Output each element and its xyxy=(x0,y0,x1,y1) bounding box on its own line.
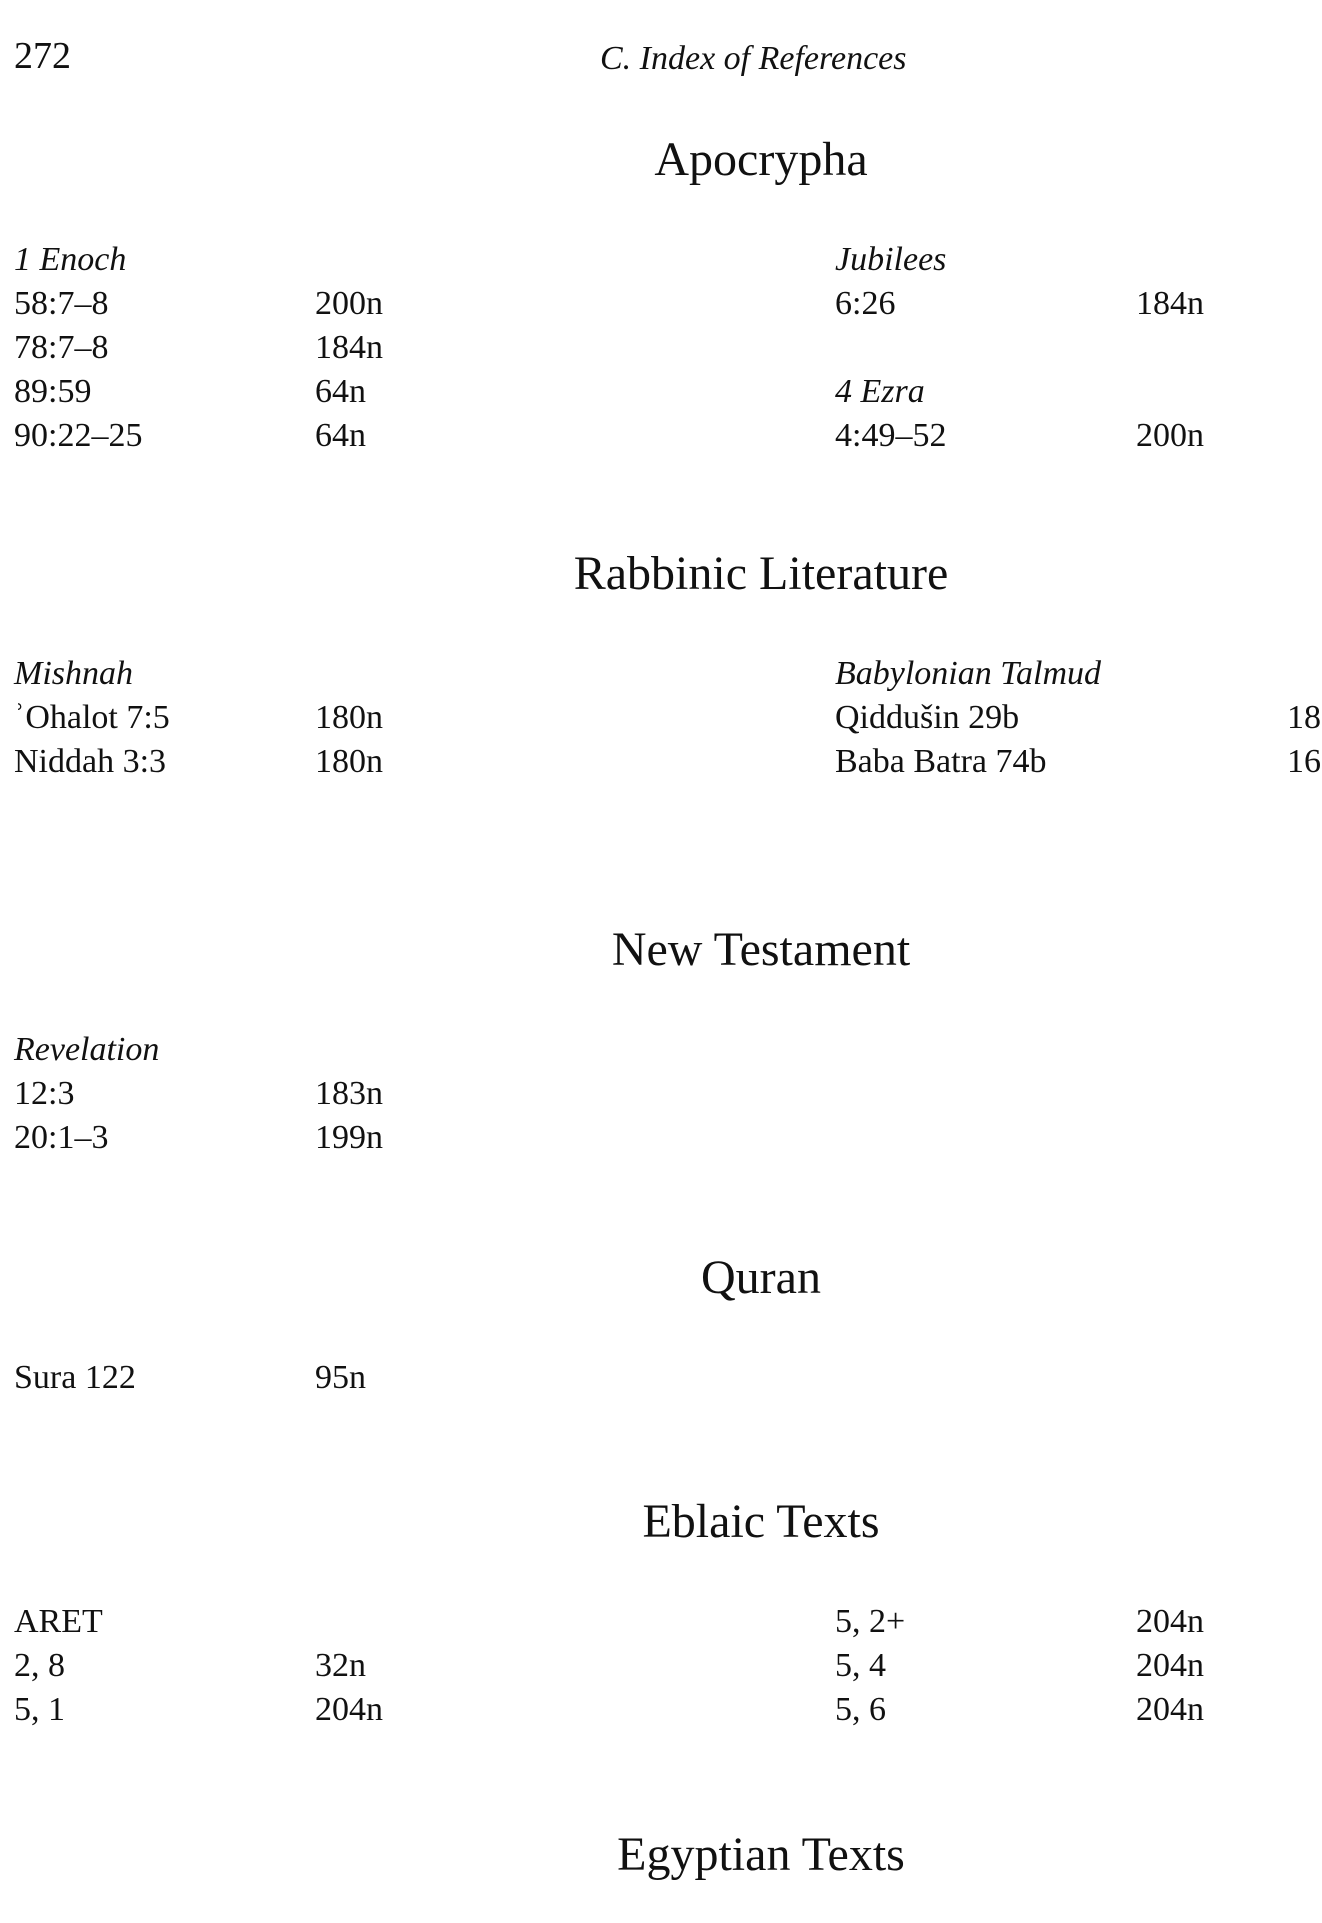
page-reference: 64n xyxy=(315,417,366,454)
page-reference: 180n xyxy=(315,743,383,780)
work-title-mishnah: Mishnah xyxy=(14,655,133,692)
page-reference: 16 xyxy=(1287,743,1321,780)
work-title-1-enoch: 1 Enoch xyxy=(14,241,127,278)
reference-entry: 5, 4 xyxy=(835,1647,886,1684)
work-title-revelation: Revelation xyxy=(14,1031,160,1068)
reference-entry: 6:26 xyxy=(835,285,896,322)
page-reference: 200n xyxy=(315,285,383,322)
page-reference: 200n xyxy=(1136,417,1204,454)
reference-entry: 20:1–3 xyxy=(14,1119,109,1156)
page-reference: 180n xyxy=(315,699,383,736)
reference-entry: 5, 2+ xyxy=(835,1603,906,1640)
page-reference: 204n xyxy=(1136,1603,1204,1640)
running-head: C. Index of References xyxy=(600,40,907,77)
page-reference: 95n xyxy=(315,1359,366,1396)
reference-entry: 2, 8 xyxy=(14,1647,65,1684)
work-title-4-ezra: 4 Ezra xyxy=(835,373,925,410)
section-heading-rabbinic-literature: Rabbinic Literature xyxy=(573,547,949,600)
section-heading-eblaic-texts: Eblaic Texts xyxy=(642,1495,880,1548)
reference-entry: Sura 122 xyxy=(14,1359,136,1396)
section-heading-quran: Quran xyxy=(701,1251,821,1304)
work-title-jubilees: Jubilees xyxy=(835,241,947,278)
page-number: 272 xyxy=(14,35,71,77)
work-title-aret: ARET xyxy=(14,1603,103,1640)
reference-entry: 90:22–25 xyxy=(14,417,143,454)
page-reference: 18 xyxy=(1287,699,1321,736)
page-reference: 32n xyxy=(315,1647,366,1684)
page-reference: 184n xyxy=(1136,285,1204,322)
reference-entry: Qiddušin 29b xyxy=(835,699,1020,736)
section-heading-egyptian-texts: Egyptian Texts xyxy=(617,1828,905,1881)
page-reference: 204n xyxy=(1136,1691,1204,1728)
reference-entry: 5, 1 xyxy=(14,1691,65,1728)
page-reference: 204n xyxy=(315,1691,383,1728)
reference-entry: ʾOhalot 7:5 xyxy=(14,699,170,736)
page-reference: 199n xyxy=(315,1119,383,1156)
reference-entry: 12:3 xyxy=(14,1075,75,1112)
reference-entry: Baba Batra 74b xyxy=(835,743,1047,780)
reference-entry: 4:49–52 xyxy=(835,417,947,454)
reference-entry: 5, 6 xyxy=(835,1691,886,1728)
page-reference: 183n xyxy=(315,1075,383,1112)
reference-entry: Niddah 3:3 xyxy=(14,743,167,780)
reference-entry: 89:59 xyxy=(14,373,92,410)
section-heading-apocrypha: Apocrypha xyxy=(654,133,868,186)
page-reference: 204n xyxy=(1136,1647,1204,1684)
section-heading-new-testament: New Testament xyxy=(611,923,911,976)
reference-entry: 58:7–8 xyxy=(14,285,109,322)
page-reference: 64n xyxy=(315,373,366,410)
reference-entry: 78:7–8 xyxy=(14,329,109,366)
page-reference: 184n xyxy=(315,329,383,366)
work-title-babylonian-talmud: Babylonian Talmud xyxy=(835,655,1102,692)
